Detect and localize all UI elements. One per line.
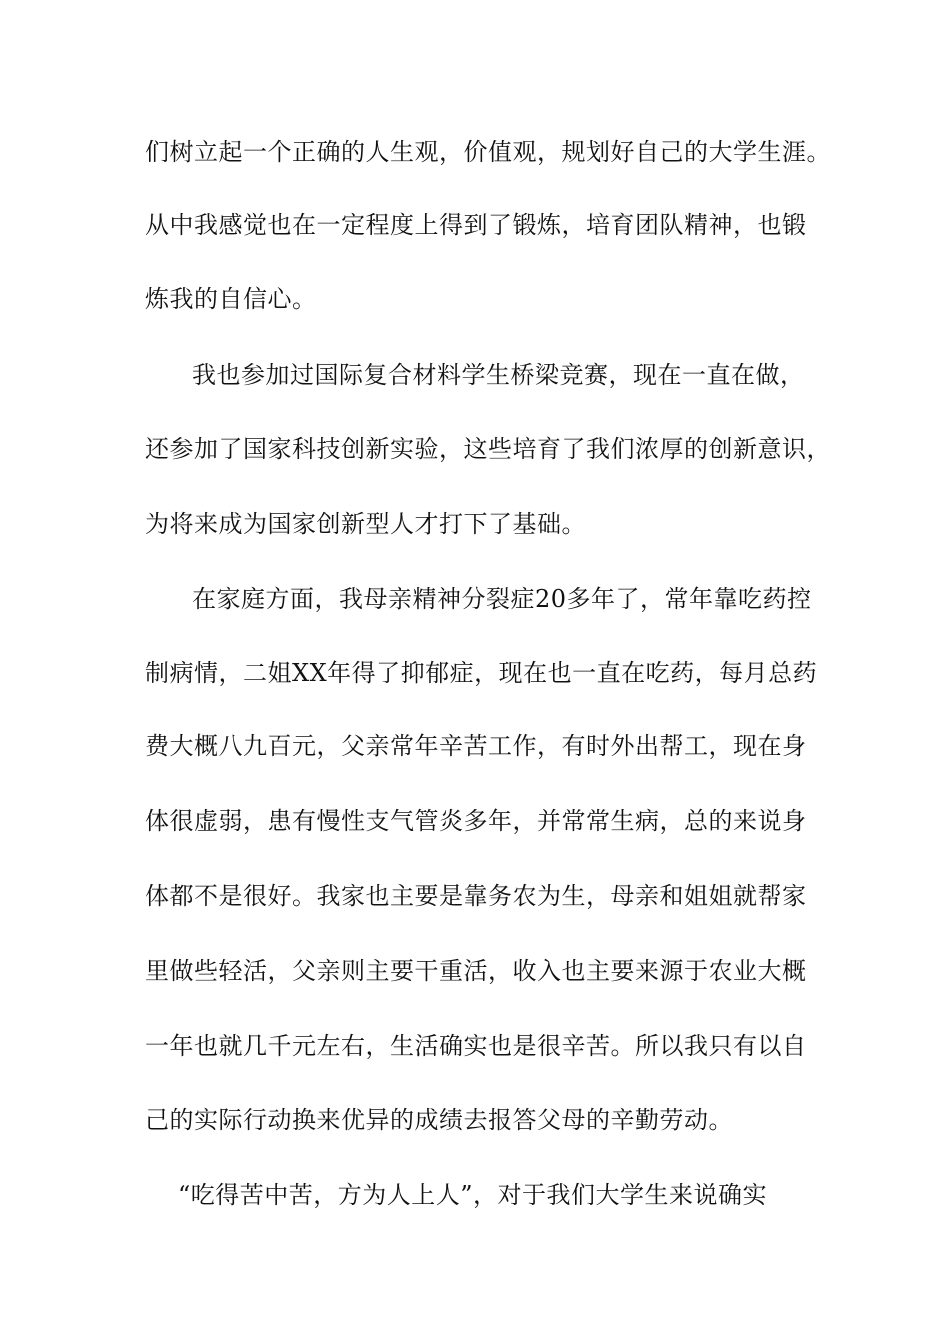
- text-line-6: 为将来成为国家创新型人才打下了基础。: [145, 510, 586, 538]
- text-line-2: 从中我感觉也在一定程度上得到了锻炼，培育团队精神，也锻: [145, 211, 807, 239]
- text-line-11: 体都不是很好。我家也主要是靠务农为生，母亲和姐姐就帮家: [145, 882, 807, 910]
- text-line-9: 费大概八九百元，父亲常年辛苦工作，有时外出帮工，现在身: [145, 732, 807, 760]
- text-line-14: 己的实际行动换来优异的成绩去报答父母的辛勤劳动。: [145, 1106, 733, 1134]
- text-line-5: 还参加了国家科技创新实验，这些培育了我们浓厚的创新意识，: [145, 435, 831, 463]
- text-line-13: 一年也就几千元左右，生活确实也是很辛苦。所以我只有以自: [145, 1032, 807, 1060]
- text-line-3: 炼我的自信心。: [145, 285, 317, 313]
- text-line-8: 制病情，二姐XX年得了抑郁症，现在也一直在吃药，每月总药: [145, 659, 818, 687]
- text-line-10: 体很虚弱，患有慢性支气管炎多年，并常常生病，总的来说身: [145, 807, 807, 835]
- text-line-12: 里做些轻活，父亲则主要干重活，收入也主要来源于农业大概: [145, 957, 807, 985]
- text-line-15: “吃得苦中苦，方为人上人”，对于我们大学生来说确实: [178, 1181, 768, 1209]
- text-line-1: 们树立起一个正确的人生观，价值观，规划好自己的大学生涯。: [145, 138, 831, 166]
- text-line-4: 我也参加过国际复合材料学生桥梁竞赛，现在一直在做，: [192, 361, 805, 389]
- text-line-7: 在家庭方面，我母亲精神分裂症20多年了，常年靠吃药控: [192, 585, 812, 613]
